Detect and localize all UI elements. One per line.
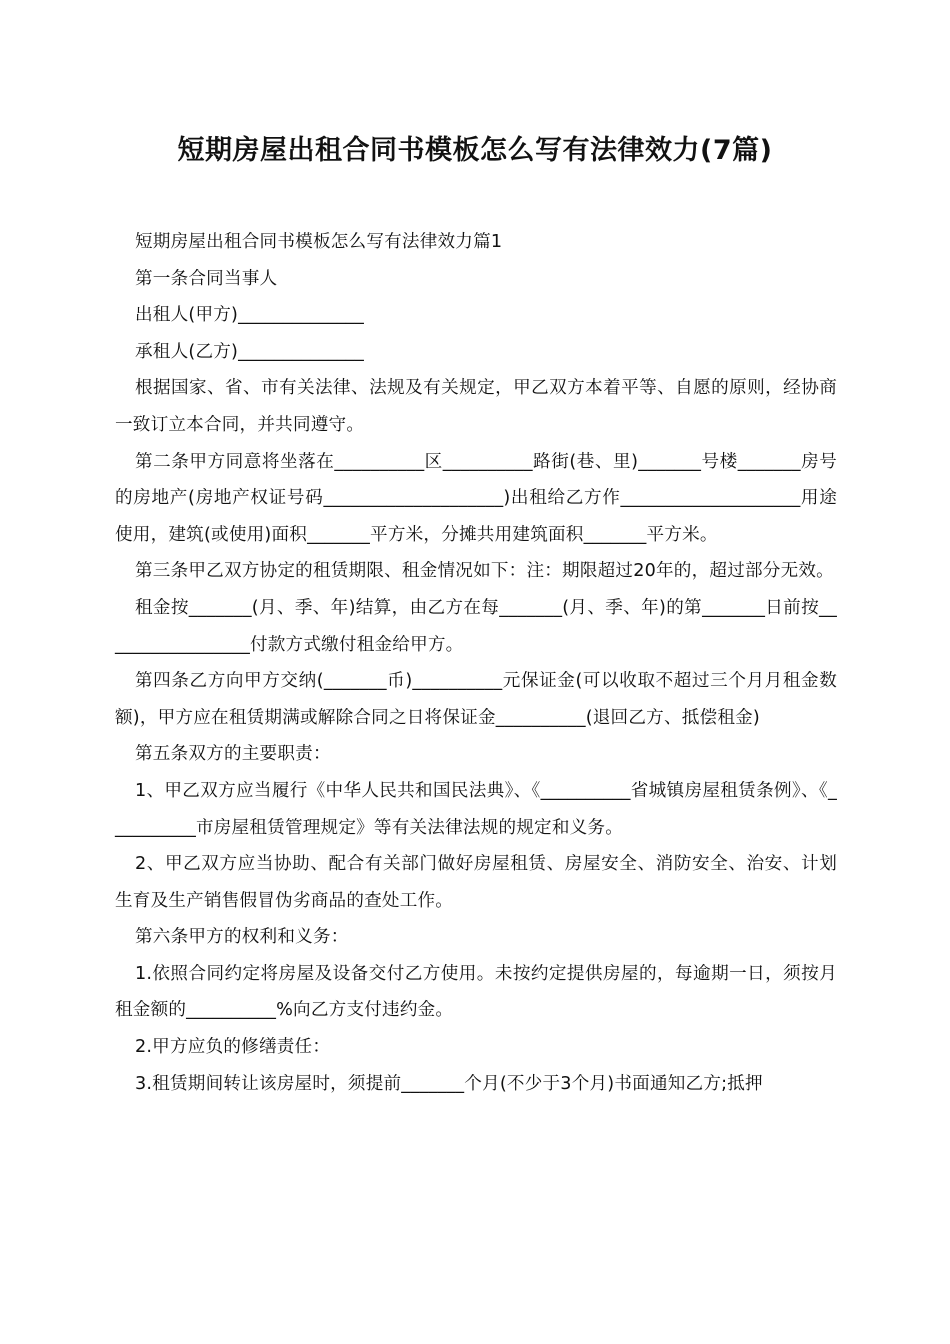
paragraph: 租金按_______(月、季、年)结算，由乙方在每_______(月、季、年)的第_______日前按_________________付款方式缴付租金给甲方。	[115, 597, 837, 655]
lessor-line: 出租人(甲方)______________	[135, 305, 365, 326]
paragraph: 2、甲乙双方应当协助、配合有关部门做好房屋租赁、房屋安全、消防安全、治安、计划生育及生产销售假冒伪劣商品的查处工作。	[115, 854, 837, 911]
section-heading: 短期房屋出租合同书模板怎么写有法律效力篇1	[135, 232, 503, 252]
document-title: 短期房屋出租合同书模板怎么写有法律效力(7篇)	[177, 135, 773, 166]
paragraph: 第四条乙方向甲方交纳(_______币)__________元保证金(可以收取不超过三个月月租金数额)，甲方应在租赁期满或解除合同之日将保证金__________(退回乙方、抵偿租金)	[115, 671, 837, 728]
document-body	[115, 224, 837, 1102]
lessee-line: 承租人(乙方)______________	[135, 341, 365, 362]
paragraph: 第二条甲方同意将坐落在__________区__________路街(巷、里)_______号楼_______房号的房地产(房地产权证号码____________________)出租给乙方作____________________用途使用，建筑(或使用)面积_______平方米，分摊共用建筑面积_______平方米。	[115, 451, 837, 545]
clause-heading: 第五条双方的主要职责：	[135, 744, 331, 765]
clause-heading: 第一条合同当事人	[135, 268, 278, 289]
paragraph: 3.租赁期间转让该房屋时，须提前_______个月(不少于3个月)书面通知乙方;抵押	[135, 1073, 763, 1094]
paragraph: 根据国家、省、市有关法律、法规及有关规定，甲乙双方本着平等、自愿的原则，经协商一致订立本合同，并共同遵守。	[115, 378, 837, 435]
paragraph: 1.依照合同约定将房屋及设备交付乙方使用。未按约定提供房屋的，每逾期一日，须按月租金额的__________%向乙方支付违约金。	[115, 963, 837, 1021]
paragraph: 第三条甲乙双方协定的租赁期限、租金情况如下：注：期限超过20年的，超过部分无效。	[135, 561, 834, 582]
paragraph: 1、甲乙双方应当履行《中华人民共和国民法典》、《__________省城镇房屋租赁条例》、《__________市房屋租赁管理规定》等有关法律法规的规定和义务。	[115, 780, 837, 838]
paragraph: 2.甲方应负的修缮责任：	[135, 1037, 331, 1058]
clause-heading: 第六条甲方的权利和义务：	[135, 927, 349, 948]
